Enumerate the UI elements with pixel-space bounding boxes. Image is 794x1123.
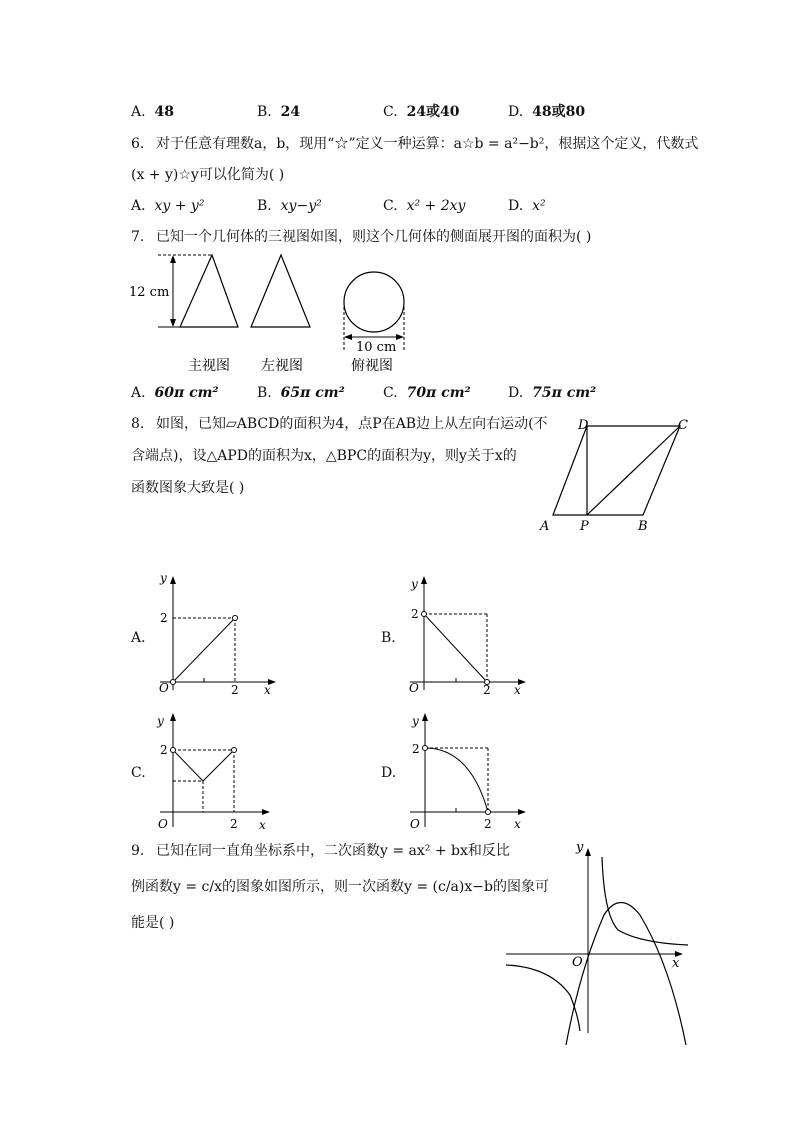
q7-top-view-label: 俯视图 — [351, 358, 393, 374]
q7-stem: 已知一个几何体的三视图如图，则这个几何体的侧面展开图的面积为( ) — [156, 229, 592, 245]
q6-stem-line2: (x + y)☆y可以化简为( ) — [131, 167, 285, 183]
q5-option-c: C. 24或40 — [383, 104, 460, 120]
q6-stem-line1: 对于任意有理数a，b，现用“☆”定义一种运算：a☆b = a²−b²，根据这个定义，代数式 — [156, 136, 699, 152]
q7-front-view-label: 主视图 — [188, 358, 230, 374]
q8-option-c-letter: C. — [131, 765, 146, 781]
svg-text:y: y — [157, 714, 164, 728]
q6-option-d: D. x² — [508, 198, 546, 214]
q8-parallelogram-figure — [535, 415, 695, 535]
q8-number: 8. — [131, 416, 145, 432]
q7-height-label: 12 cm — [129, 285, 170, 300]
svg-text:2: 2 — [484, 817, 492, 831]
q9-stem-line3: 能是( ) — [131, 915, 175, 931]
q8-label-a: A — [540, 519, 550, 534]
svg-text:2: 2 — [160, 611, 168, 625]
q7-left-view — [251, 255, 310, 327]
svg-text:2: 2 — [160, 743, 168, 757]
q9-y-axis-label: y — [576, 840, 584, 855]
q9-origin-label: O — [572, 955, 583, 970]
q8-option-b-graph — [400, 570, 530, 700]
q8-label-b: B — [638, 519, 648, 534]
q6-option-c: C. x² + 2xy — [383, 198, 466, 214]
svg-text:2: 2 — [231, 683, 239, 697]
q8-option-d-graph — [400, 705, 530, 835]
svg-text:2: 2 — [412, 742, 420, 756]
svg-text:x: x — [514, 817, 521, 831]
svg-text:2: 2 — [230, 817, 238, 831]
svg-text:O: O — [159, 681, 169, 695]
q6-option-a: A. xy + y² — [131, 198, 205, 214]
q7-option-a: A. 60π cm² — [131, 385, 219, 401]
q9-number: 9. — [131, 843, 145, 859]
svg-text:O: O — [409, 681, 419, 695]
q8-option-a-letter: A. — [131, 630, 146, 646]
svg-text:x: x — [514, 683, 521, 697]
q7-option-c: C. 70π cm² — [383, 385, 471, 401]
q8-label-p: P — [580, 519, 589, 534]
q8-option-d-letter: D. — [381, 765, 397, 781]
q7-top-view — [344, 272, 404, 355]
q7-front-view — [129, 255, 238, 327]
q7-left-view-label: 左视图 — [261, 358, 303, 374]
q7-option-b: B. 65π cm² — [257, 385, 345, 401]
svg-text:2: 2 — [483, 683, 491, 697]
q6-option-b: B. xy−y² — [257, 198, 322, 214]
q8-option-a-graph — [150, 570, 280, 700]
svg-text:y: y — [411, 577, 418, 591]
q8-option-c-graph — [150, 705, 280, 835]
svg-text:O: O — [158, 817, 168, 831]
svg-text:y: y — [160, 571, 167, 585]
q8-stem-line2: 含端点)，设△APD的面积为x，△BPC的面积为y，则y关于x的 — [131, 448, 517, 464]
q9-stem-line1: 已知在同一直角坐标系中，二次函数y = ax² + bx和反比 — [156, 843, 510, 859]
q7-option-d: D. 75π cm² — [508, 385, 597, 401]
q7-diameter-label: 10 cm — [356, 340, 397, 355]
svg-text:2: 2 — [411, 607, 419, 621]
q6-number: 6. — [131, 136, 145, 152]
q5-option-a: A. 48 — [131, 104, 174, 120]
q8-option-b-letter: B. — [381, 630, 396, 646]
svg-text:x: x — [264, 683, 271, 697]
q5-option-d: D. 48或80 — [508, 104, 586, 120]
q8-label-c: C — [678, 418, 688, 433]
svg-text:O: O — [410, 817, 420, 831]
q8-stem-line1: 如图，已知▱ABCD的面积为4，点P在AB边上从左向右运动(不 — [156, 416, 548, 432]
q5-option-b: B. 24 — [257, 104, 301, 120]
q7-number: 7. — [131, 229, 145, 245]
svg-text:y: y — [412, 714, 419, 728]
svg-text:x: x — [259, 818, 266, 832]
q7-three-views-figure — [120, 245, 420, 380]
q8-stem-line3: 函数图象大致是( ) — [131, 480, 245, 496]
q8-label-d: D — [578, 418, 589, 433]
q9-function-graph-figure — [500, 835, 700, 1047]
q9-x-axis-label: x — [672, 956, 680, 971]
q9-stem-line2: 例函数y = c/x的图象如图所示，则一次函数y = (c/a)x−b的图象可 — [131, 879, 549, 895]
